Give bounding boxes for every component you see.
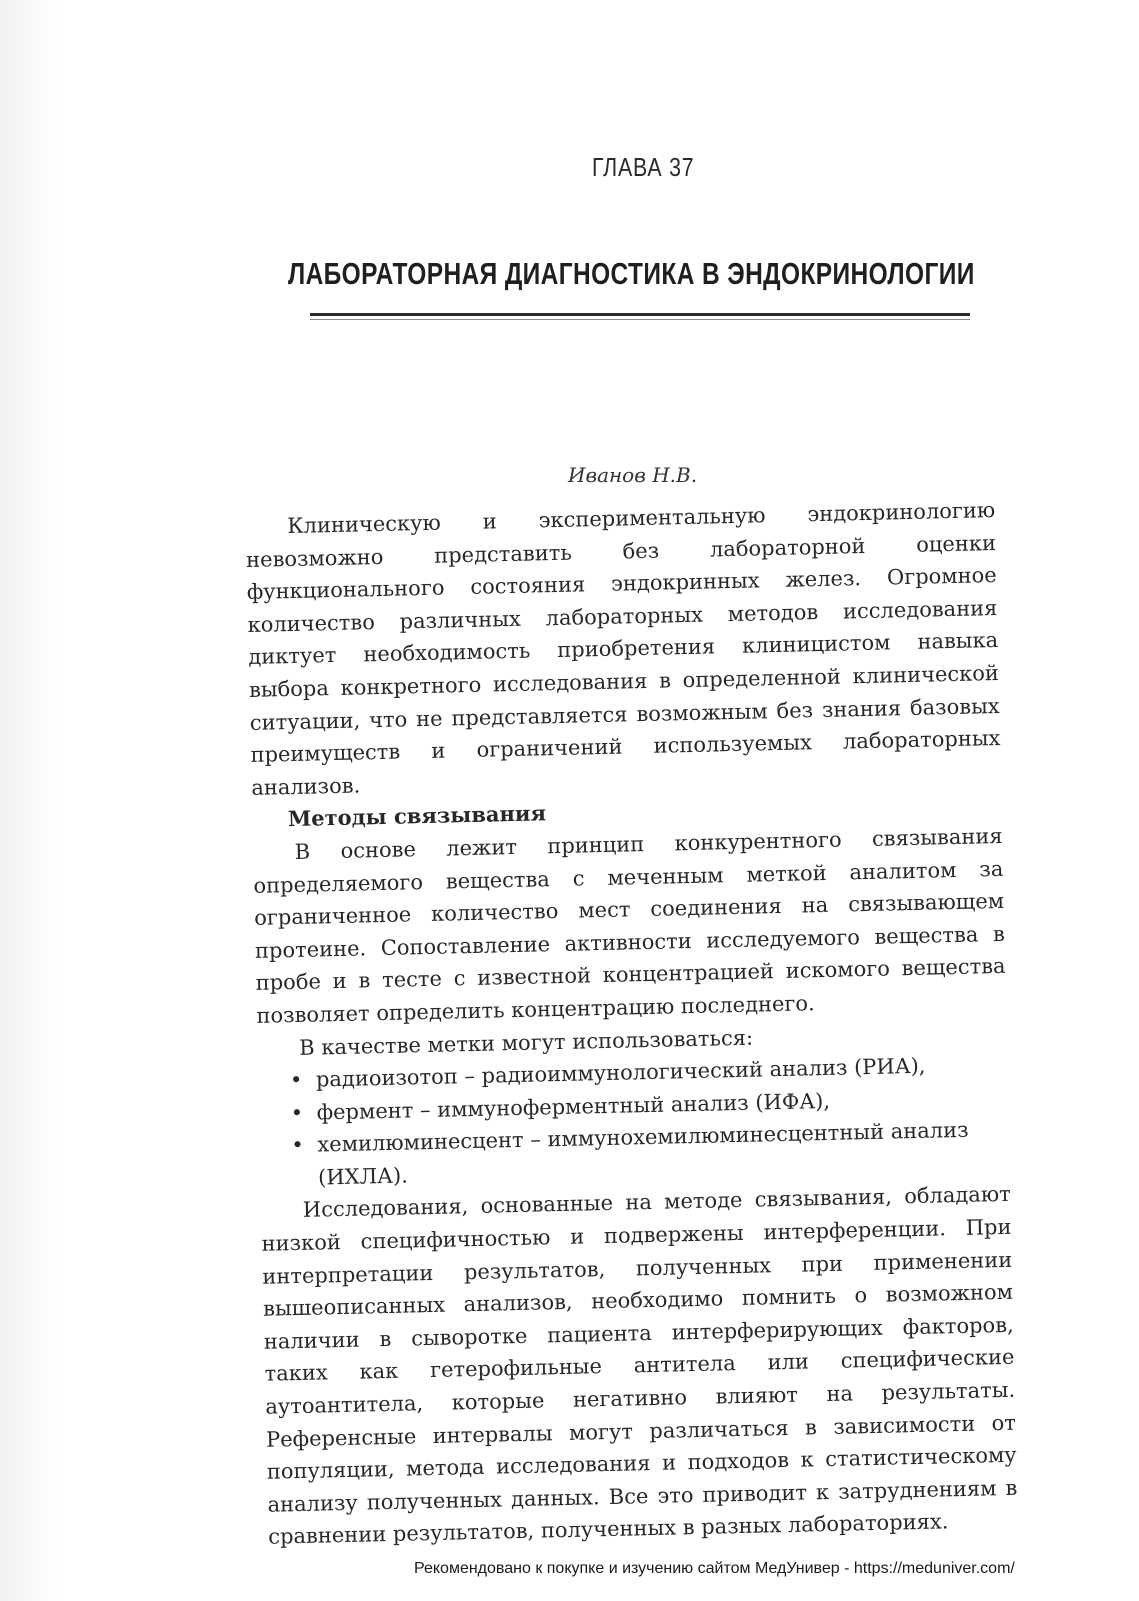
chapter-title: ЛАБОРАТОРНАЯ ДИАГНОСТИКА В ЭНДОКРИНОЛОГИИ — [288, 256, 975, 291]
interference-paragraph: Исследования, основанные на методе связывания, обладают низкой специфичностью и подвержены интерференции. При интерпретации результатов, полученных при применении вышеописанных анализов, необходимо помнить о возможном наличии в сыворотке пациента интерферирующих факторов, таких как гетерофильные антитела или специфические аутоантитела, которые негативно влияют на результаты. Референсные интервалы могут различаться в зависимости от популяции, метода исследования и подходов к статистическому анализу полученных данных. Все это приводит к затруднениям в сравнении результатов, полученных в разных лабораториях. — [261, 1182, 1018, 1550]
list-intro: В качестве метки могут использоваться: — [298, 1025, 754, 1060]
author-name: Иванов Н.В. — [568, 463, 698, 487]
section-paragraph: В основе лежит принцип конкурентного связывания определяемого вещества с меченным меткой аналитом за ограниченное количество мест соединения на связывающем протеине. Сопоставление активности исследуемого вещества в пробе и в тесте с известной концентрацией искомого вещества позволяет определить концентрацию последнего. — [253, 823, 1006, 1028]
body-text — [245, 494, 1018, 1554]
title-underline-thin — [310, 319, 970, 320]
section-heading: Методы связывания — [287, 800, 547, 832]
title-underline — [310, 313, 970, 316]
label-methods-list — [258, 1048, 1011, 1195]
scan-edge-shadow — [0, 0, 60, 1601]
intro-paragraph: Клиническую и экспериментальную эндокринологию невозможно представить без лабораторной оценки функционального состояния эндокринных желез. Огромное количество различных лабораторных методов исследования диктует необходимость приобретения клиницистом навыка выбора конкретного исследования в определенной клинической ситуации, что не представляется возможным без знания базовых преимуществ и ограничений используемых лабораторных анализов. — [245, 497, 1001, 800]
list-item: • радиоизотоп – радиоиммунологический анализ (РИА), — [290, 1048, 1009, 1097]
footer-recommendation: Рекомендовано к покупке и изучению сайтом МедУнивер - https://meduniver.com/ — [414, 1560, 1015, 1577]
list-item: • хемилюминесцент – иммунохемилюминесцентный анализ (ИХЛА). — [291, 1113, 1010, 1194]
chapter-label: ГЛАВА 37 — [592, 152, 695, 182]
list-item: • фермент – иммуноферментный анализ (ИФА), — [290, 1081, 1009, 1130]
